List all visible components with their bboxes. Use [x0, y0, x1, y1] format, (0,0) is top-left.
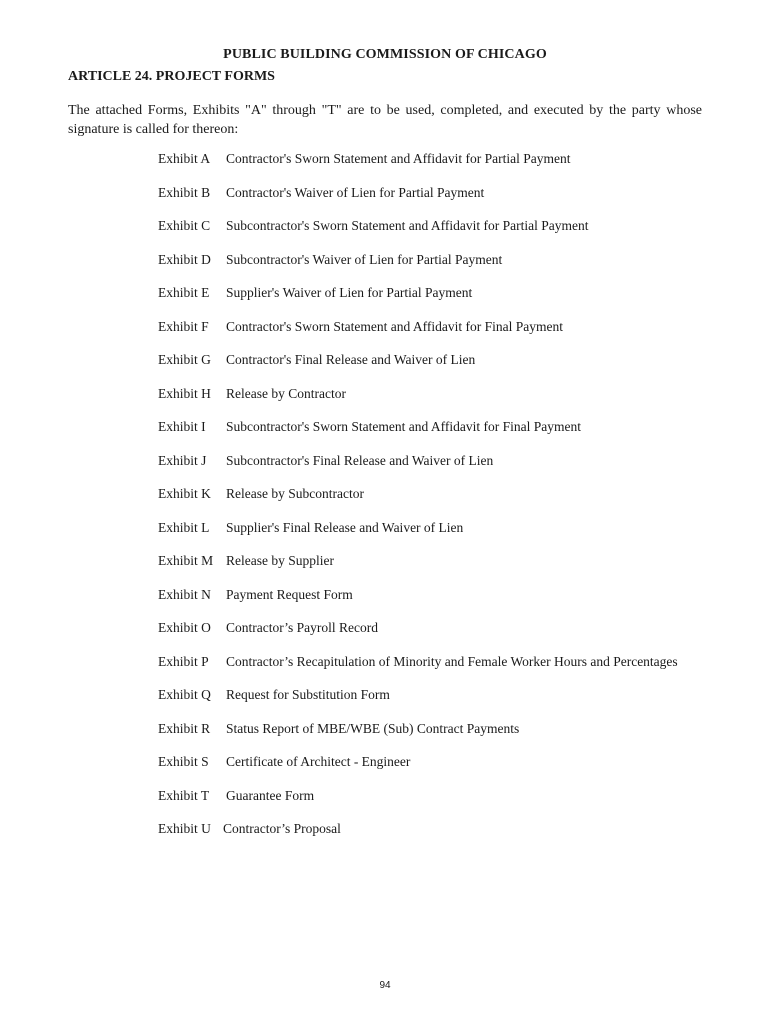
exhibit-title: Subcontractor's Sworn Statement and Affidavit for Final Payment	[226, 419, 582, 434]
exhibit-item	[158, 821, 678, 855]
exhibit-title: Contractor's Sworn Statement and Affidavit for Partial Payment	[226, 151, 571, 166]
exhibit-id: Exhibit U	[158, 821, 211, 836]
exhibit-item	[158, 486, 678, 520]
exhibit-id: Exhibit G	[158, 352, 211, 367]
exhibit-id: Exhibit B	[158, 184, 211, 200]
exhibit-item	[158, 151, 678, 185]
exhibit-id: Exhibit Q	[158, 687, 211, 702]
exhibit-title: Contractor’s Recapitulation of Minority and Female Worker Hours and Percentages	[226, 653, 678, 669]
exhibit-item	[158, 520, 678, 554]
exhibit-item	[158, 754, 678, 788]
exhibit-id: Exhibit N	[158, 586, 211, 602]
exhibit-item	[158, 285, 678, 319]
exhibit-item	[158, 721, 678, 755]
exhibit-title: Contractor's Waiver of Lien for Partial Payment	[226, 184, 485, 200]
exhibit-item	[158, 386, 678, 420]
page-title: PUBLIC BUILDING COMMISSION OF CHICAGO	[223, 47, 547, 62]
exhibit-title: Certificate of Architect - Engineer	[226, 754, 411, 769]
exhibit-item	[158, 419, 678, 453]
exhibit-id: Exhibit M	[158, 553, 214, 568]
exhibit-id: Exhibit I	[158, 419, 206, 434]
exhibit-title: Subcontractor's Sworn Statement and Affidavit for Partial Payment	[226, 218, 589, 233]
exhibit-id: Exhibit T	[158, 787, 210, 803]
exhibit-id: Exhibit A	[158, 151, 211, 166]
exhibit-title: Guarantee Form	[226, 787, 315, 803]
exhibit-title: Release by Supplier	[226, 553, 334, 568]
exhibit-id: Exhibit J	[158, 452, 207, 468]
exhibit-id: Exhibit O	[158, 620, 211, 635]
exhibit-item	[158, 252, 678, 286]
exhibit-item	[158, 352, 678, 386]
exhibit-item	[158, 620, 678, 654]
exhibit-title: Contractor’s Payroll Record	[226, 620, 378, 635]
exhibit-item	[158, 218, 678, 252]
exhibit-title: Contractor's Final Release and Waiver of Lien	[226, 352, 476, 367]
exhibit-item	[158, 687, 678, 721]
exhibit-title: Request for Substitution Form	[226, 687, 390, 702]
exhibit-title: Supplier's Final Release and Waiver of Lien	[226, 519, 464, 535]
exhibit-id: Exhibit C	[158, 218, 211, 233]
exhibit-title: Supplier's Waiver of Lien for Partial Payment	[226, 285, 473, 300]
exhibit-title: Subcontractor's Final Release and Waiver of Lien	[226, 452, 494, 468]
exhibit-title: Status Report of MBE/WBE (Sub) Contract Payments	[226, 720, 520, 736]
exhibit-item	[158, 788, 678, 822]
page-number: 94	[379, 980, 391, 991]
exhibit-id: Exhibit L	[158, 519, 210, 535]
exhibit-item	[158, 319, 678, 353]
exhibit-title: Subcontractor's Waiver of Lien for Partial Payment	[226, 251, 503, 267]
exhibit-id: Exhibit R	[158, 720, 211, 736]
exhibit-id: Exhibit S	[158, 754, 209, 769]
exhibit-title: Release by Subcontractor	[226, 486, 364, 501]
exhibit-item	[158, 654, 678, 688]
exhibit-item	[158, 587, 678, 621]
exhibit-id: Exhibit D	[158, 251, 211, 267]
exhibit-title: Contractor’s Proposal	[223, 821, 341, 836]
exhibit-id: Exhibit H	[158, 385, 211, 401]
exhibit-title: Contractor's Sworn Statement and Affidavit for Final Payment	[226, 318, 564, 334]
exhibit-id: Exhibit F	[158, 318, 209, 334]
exhibit-id: Exhibit E	[158, 285, 210, 300]
article-heading: ARTICLE 24. PROJECT FORMS	[68, 69, 275, 84]
exhibit-item	[158, 453, 678, 487]
exhibit-id: Exhibit K	[158, 486, 211, 501]
exhibit-item	[158, 185, 678, 219]
exhibit-list	[158, 151, 678, 855]
exhibit-id: Exhibit P	[158, 653, 209, 669]
exhibit-title: Release by Contractor	[226, 385, 346, 401]
intro-paragraph: The attached Forms, Exhibits "A" through "T" are to be used, completed, and executed by the party whose signature is called for thereon:	[68, 103, 702, 137]
exhibit-item	[158, 553, 678, 587]
exhibit-title: Payment Request Form	[226, 586, 353, 602]
